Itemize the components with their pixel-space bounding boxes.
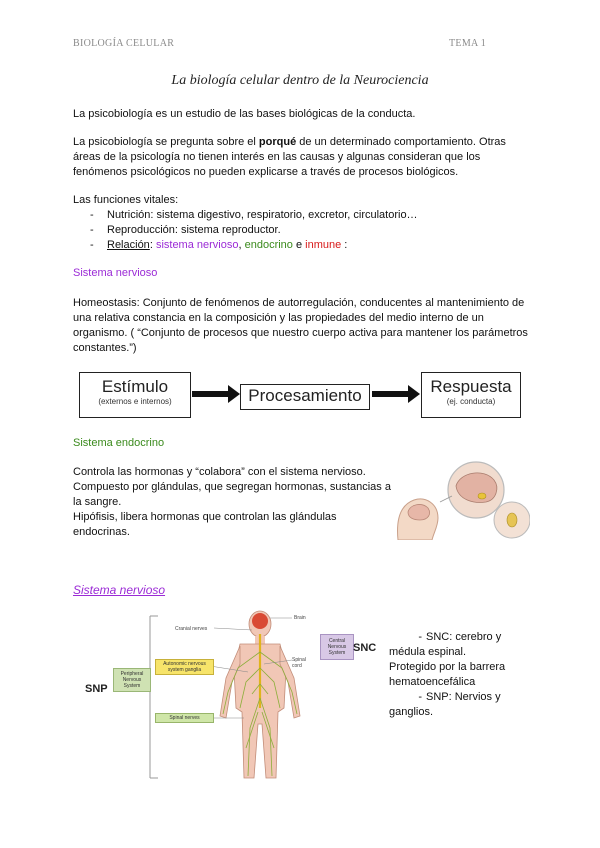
endocrino-line: Hipófisis, libera hormonas que controlan las glándulas endocrinas. [73, 511, 337, 538]
nervous-system-notes [389, 630, 517, 720]
list-item [90, 223, 530, 238]
funciones-list [90, 208, 530, 253]
porque-paragraph [73, 135, 525, 180]
endocrino-line: Controla las hormonas y “colabora” con el sistema nervioso. [73, 466, 366, 478]
brain-label: Brain [294, 615, 306, 621]
estimulo-label: Estímulo [101, 377, 169, 396]
snc-label: SNC [353, 642, 377, 654]
relacion-inmune: inmune [305, 239, 342, 251]
funciones-heading: Las funciones vitales: [73, 194, 179, 206]
sistema-nervioso-heading: Sistema nervioso [73, 267, 158, 279]
respuesta-sublabel: (ej. conducta) [446, 397, 496, 406]
sistema-nervioso-link[interactable]: Sistema nervioso [73, 583, 166, 597]
respuesta-box [421, 372, 521, 418]
funcion-reproduccion: Reproducción: sistema reproductor. [107, 224, 281, 236]
hipofisis-illustration [390, 460, 530, 540]
relacion-nervioso: sistema nervioso [155, 239, 239, 251]
sistema-endocrino-heading: Sistema endocrino [73, 437, 165, 449]
cns-box: Central Nervous System [320, 634, 354, 660]
estimulo-sublabel: (externos e internos) [98, 397, 172, 406]
list-item [90, 238, 530, 253]
relacion-and: e [292, 239, 306, 251]
endocrino-line: Compuesto por glándulas, que segregan hormonas, sustancias a la sangre. [73, 481, 391, 508]
relacion-end: : [341, 239, 348, 251]
note-snp [389, 690, 517, 720]
relacion-label: Relación [107, 239, 150, 251]
porque-text-post: de un determinado comportamiento. Otras áreas de la psicología no tienen interés en las causas y algunas consideran que los fenómenos psicológicos no pueden explicarse a través de procesos biológicos. [73, 136, 506, 178]
spinal-cord-label: Spinal cord [292, 657, 306, 669]
note-snc [389, 630, 517, 660]
page-title: La biología celular dentro de la Neurociencia [171, 73, 429, 88]
funcion-nutricion: Nutrición: sistema digestivo, respiratorio, excretor, circulatorio… [107, 209, 418, 221]
spinal-nerves-box: Spinal nerves [155, 713, 214, 723]
arrow-right-icon [192, 391, 228, 397]
snp-label: SNP [85, 683, 108, 695]
relacion-colon: : [149, 239, 156, 251]
procesamiento-label: Procesamiento [248, 386, 362, 405]
list-item [90, 208, 530, 223]
arrow-right-icon [372, 391, 408, 397]
note-dash: - [418, 691, 422, 703]
note-protegido: Protegido por la barrera hematoencefálica [389, 661, 506, 688]
respuesta-label: Respuesta [430, 377, 512, 396]
note-snc-text: SNC: cerebro y médula espinal. [389, 631, 502, 658]
procesamiento-box [240, 384, 370, 410]
header-topic: TEMA 1 [449, 38, 487, 49]
porque-text-pre: La psicobiología se pregunta sobre el [73, 136, 259, 148]
endocrino-paragraph [73, 465, 393, 540]
note-dash: - [418, 631, 422, 643]
autonomic-ganglia-box: Autonomic nervous system ganglia [155, 659, 214, 675]
homeostasis-paragraph: Homeostasis: Conjunto de fenómenos de autorregulación, conducentes al mantenimiento de una relativa constancia en la composición y las propiedades del medio interno de un organismo. ( “Conjunto de procesos que nuestro cuerpo activa para mantener los parámetros constantes.”) [73, 297, 528, 354]
list-dash: - [90, 209, 94, 221]
pns-box: Peripheral Nervous System [113, 668, 151, 692]
intro-paragraph: La psicobiología es un estudio de las bases biológicas de la conducta. [73, 108, 416, 120]
porque-bold: porqué [258, 136, 297, 148]
note-snp-text: SNP: Nervios y ganglios. [389, 691, 501, 718]
cranial-nerves-label: Cranial nerves [175, 626, 208, 632]
estimulo-box [79, 372, 191, 418]
list-dash: - [90, 224, 94, 236]
relacion-endocrino: endocrino [244, 239, 293, 251]
list-dash: - [90, 239, 94, 251]
relacion-comma: , [238, 239, 245, 251]
header-subject: BIOLOGÍA CELULAR [73, 38, 175, 49]
